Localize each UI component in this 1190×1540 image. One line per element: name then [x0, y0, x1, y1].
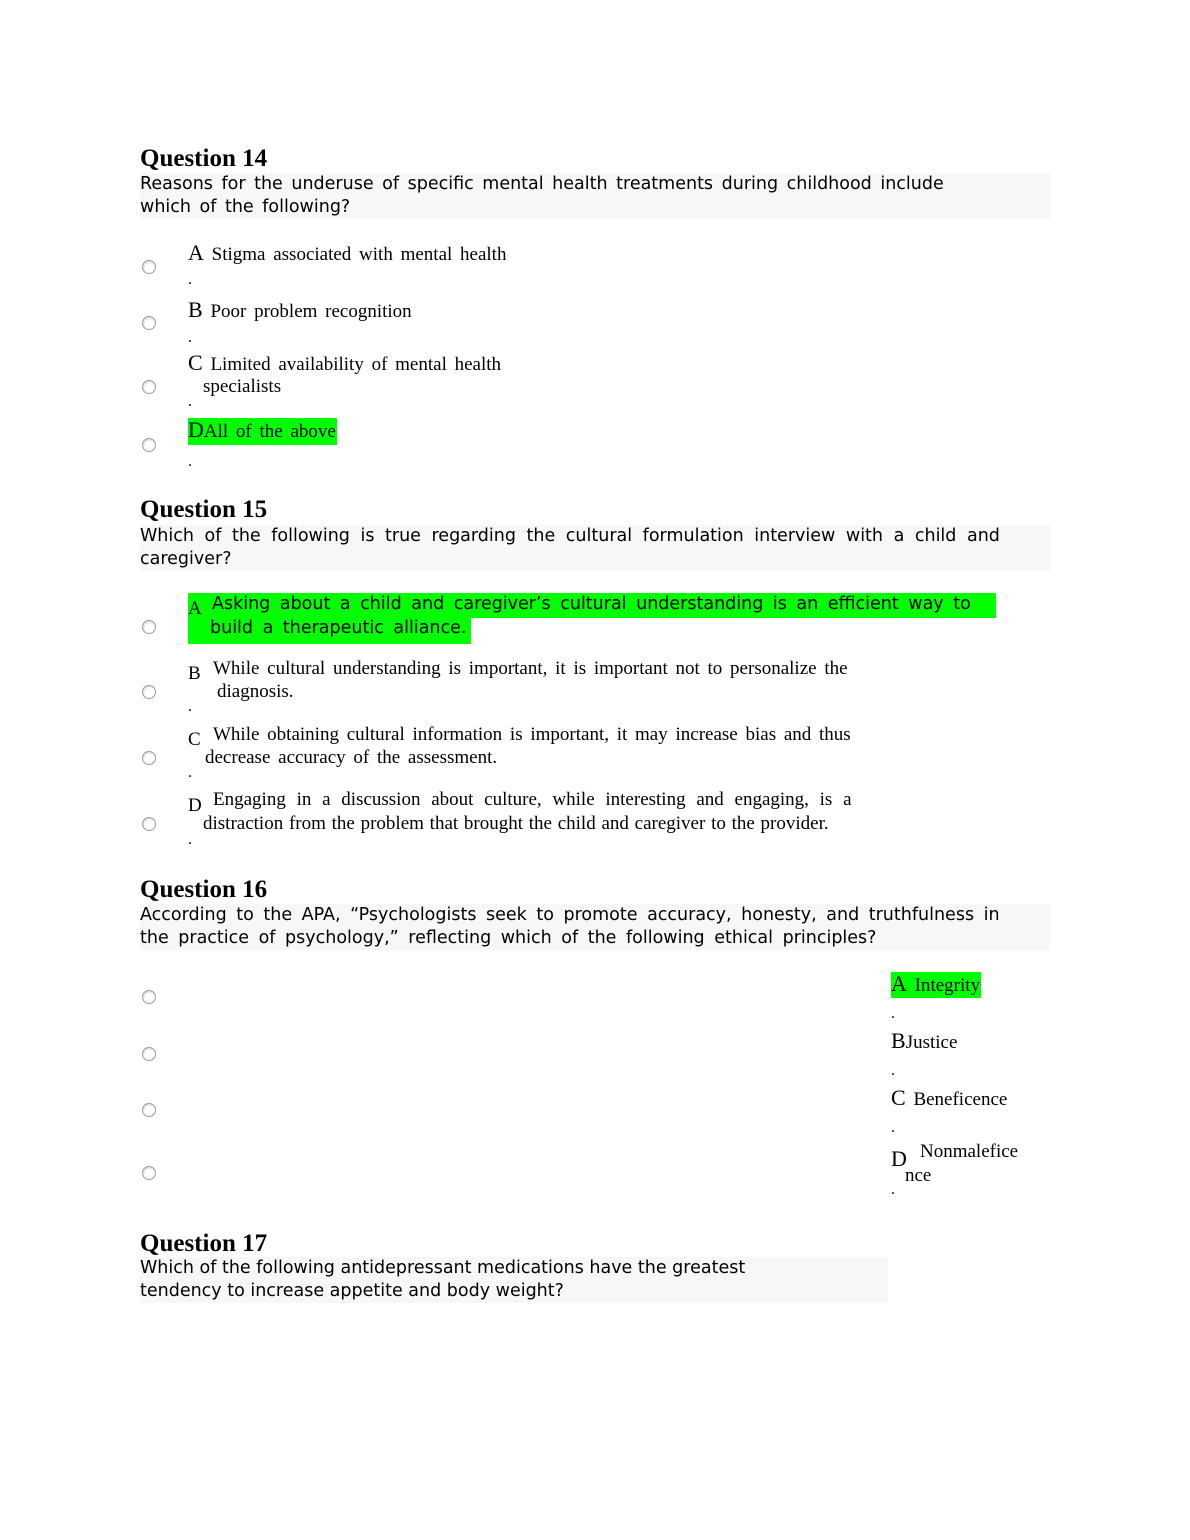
question-15-text: [140, 525, 1050, 571]
q14-option-c-text: Limited availability of mental health: [210, 354, 502, 375]
q16-option-c: [891, 1086, 1007, 1112]
q16-option-d-radio[interactable]: [142, 1166, 156, 1180]
q15-option-a-radio[interactable]: [142, 620, 156, 634]
q16-option-b-letter: B: [891, 1028, 906, 1053]
question-16-text: [140, 904, 1050, 950]
q15-option-c-text-line1: While obtaining cultural information is important, it may increase bias and thus: [213, 724, 851, 745]
q15-option-d-text-line1: Engaging in a discussion about culture, while interesting and engaging, is a: [213, 789, 852, 810]
q15-option-d-dot: .: [188, 831, 192, 848]
q14-option-b-text: Poor problem recognition: [210, 301, 412, 322]
question-15-text-line2: caregiver?: [140, 549, 232, 569]
q16-option-c-text: Beneficence: [913, 1089, 1008, 1110]
q14-option-c-letter: C: [188, 350, 203, 375]
q16-option-b: [891, 1029, 957, 1055]
question-14-title: Question 14: [140, 145, 268, 172]
q14-option-d-dot: .: [188, 453, 192, 470]
q16-option-a-letter: A: [891, 971, 907, 996]
q15-option-b-text-line1: While cultural understanding is important, it is important not to personalize the: [213, 658, 848, 679]
question-16-text-line1: According to the APA, “Psychologists seek to promote accuracy, honesty, and truthfulness in: [140, 905, 1000, 925]
q15-option-d-text-line2: distraction from the problem that brought the child and caregiver to the provider.: [203, 813, 829, 834]
q15-option-c-text-line2: decrease accuracy of the assessment.: [205, 747, 498, 768]
q16-option-c-dot: .: [891, 1119, 895, 1136]
question-15-title: Question 15: [140, 496, 268, 523]
q14-option-c-text-line2: specialists: [203, 376, 282, 397]
q15-option-b-letter: B: [188, 663, 201, 684]
q14-option-a-radio[interactable]: [142, 260, 156, 274]
q16-option-d-text-line1: Nonmalefice: [920, 1141, 1019, 1162]
q14-option-d-text: All of the above: [203, 421, 336, 442]
q16-option-d-text-line2: nce: [905, 1165, 932, 1186]
q15-option-c-letter: C: [188, 729, 201, 750]
q14-option-a: [188, 241, 506, 267]
q16-option-b-text: Justice: [905, 1032, 958, 1053]
question-15-text-line1: Which of the following is true regarding the cultural formulation interview with a child and: [140, 526, 1000, 546]
question-16-title: Question 16: [140, 876, 268, 903]
q16-option-a-dot: .: [891, 1005, 895, 1022]
q15-option-c-dot: .: [188, 764, 192, 781]
q15-option-c-radio[interactable]: [142, 751, 156, 765]
q14-option-c-dot: .: [188, 393, 192, 410]
q14-option-a-letter: A: [188, 240, 204, 265]
q14-option-b-radio[interactable]: [142, 316, 156, 330]
q15-option-a-text-line1: Asking about a child and caregiver’s cultural understanding is an efficient way to: [212, 594, 971, 614]
question-16-text-line2: the practice of psychology,” reflecting which of the following ethical principles?: [140, 928, 877, 948]
q16-option-a-radio[interactable]: [142, 990, 156, 1004]
q16-option-a-text: Integrity: [914, 975, 981, 996]
q15-option-a-text-line2: build a therapeutic alliance.: [210, 618, 467, 638]
q14-option-c-radio[interactable]: [142, 380, 156, 394]
q15-option-b-dot: .: [188, 698, 192, 715]
q14-option-d-correct-highlight: [188, 418, 337, 445]
q14-option-d-letter: D: [188, 417, 204, 442]
q15-option-b-radio[interactable]: [142, 685, 156, 699]
q14-option-a-text: Stigma associated with mental health: [211, 244, 507, 265]
q16-option-b-radio[interactable]: [142, 1047, 156, 1061]
q16-option-d-letter-text: D: [891, 1146, 907, 1171]
question-17-text-line1: Which of the following antidepressant medications have the greatest: [140, 1258, 746, 1278]
q15-option-d-letter: D: [188, 795, 202, 816]
q16-option-b-dot: .: [891, 1062, 895, 1079]
question-17-title: Question 17: [140, 1230, 268, 1257]
q14-option-b-dot: .: [188, 329, 192, 346]
q15-option-d-radio[interactable]: [142, 817, 156, 831]
q16-option-c-radio[interactable]: [142, 1103, 156, 1117]
question-17-text: [140, 1257, 888, 1303]
q15-option-b-text-line2: diagnosis.: [217, 681, 294, 702]
question-14-text-line1: Reasons for the underuse of specific mental health treatments during childhood include: [140, 174, 944, 194]
question-14-text: [140, 173, 1050, 219]
q14-option-b: [188, 298, 412, 324]
q14-option-c: [188, 351, 501, 377]
q16-option-d-dot: .: [891, 1181, 895, 1198]
q16-option-c-letter: C: [891, 1085, 906, 1110]
q14-option-a-dot: .: [188, 271, 192, 288]
question-14-text-line2: which of the following?: [140, 197, 351, 217]
q16-option-a-correct-highlight: [891, 972, 981, 998]
question-17-text-line2: tendency to increase appetite and body weight?: [140, 1281, 564, 1301]
q14-option-d-radio[interactable]: [142, 438, 156, 452]
q14-option-b-letter: B: [188, 297, 203, 322]
q15-option-a-letter: A: [188, 598, 202, 619]
